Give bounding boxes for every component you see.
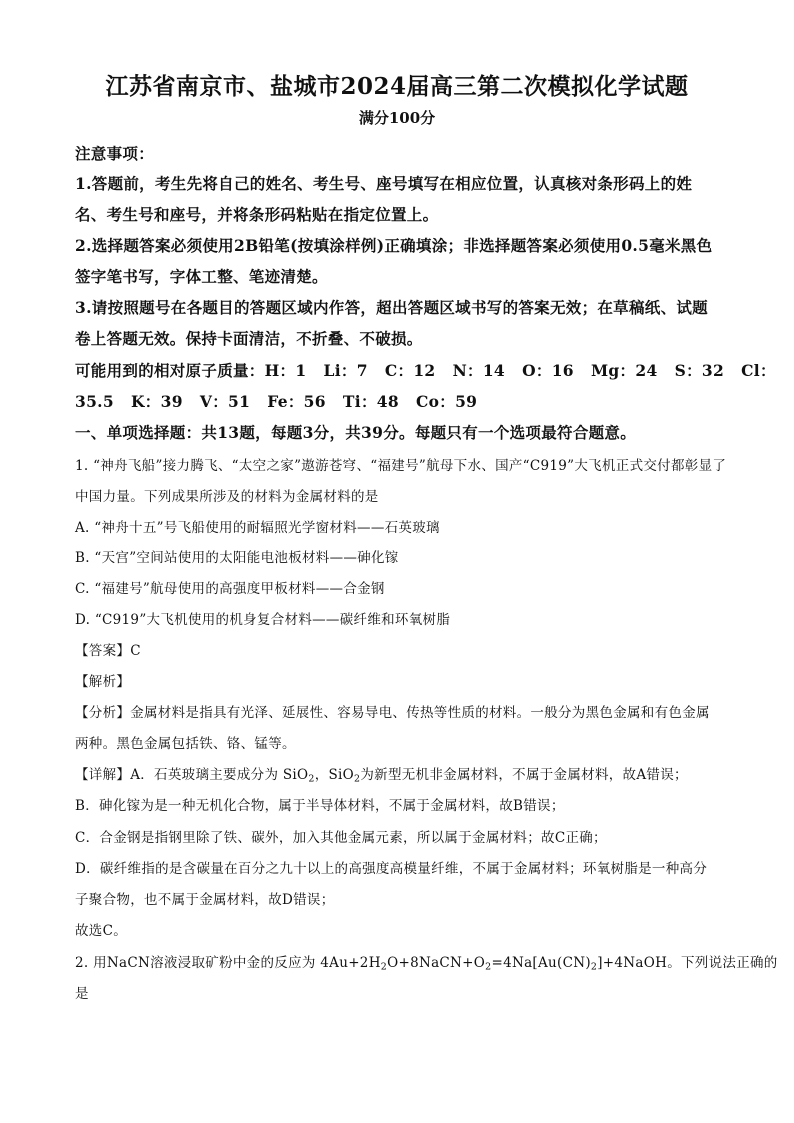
- atomic-mass-line-2: 35.5 K：39 V：51 Fe：56 Ti：48 Co：59: [75, 392, 478, 411]
- q1-option-c: C. “福建号”航母使用的高强度甲板材料——合金钢: [75, 581, 385, 597]
- q2-text: O+8NaCN+O: [387, 955, 486, 971]
- answer-tag: 【答案】: [75, 643, 131, 659]
- fenxi-text-1: 金属材料是指具有光泽、延展性、容易导电、传热等性质的材料。一般分为黑色金属和有色金属: [130, 705, 710, 721]
- q1-stem-line-1: 1. “神舟飞船”接力腾飞、“太空之家”遨游苍穹、“福建号”航母下水、国产“C919”大飞机正式交付都彰显了: [75, 458, 727, 474]
- notice-item-3-line-1: 3.请按照题号在各题目的答题区域内作答，超出答题区域书写的答案无效；在草稿纸、试题: [75, 298, 708, 317]
- analysis-tag: 【解析】: [75, 674, 131, 690]
- q1-option-a: A. “神舟十五”号飞船使用的耐辐照光学窗材料——石英玻璃: [75, 520, 440, 536]
- q1-detail-b: B．砷化镓为是一种无机化合物，属于半导体材料，不属于金属材料，故B错误；: [75, 798, 565, 814]
- section-1-heading: 一、单项选择题：共13题，每题3分，共39分。每题只有一个选项最符合题意。: [75, 423, 637, 442]
- detail-tag: 【详解】: [75, 767, 131, 783]
- q1-detail-d-line-2: 子聚合物，也不属于金属材料，故D错误；: [75, 892, 335, 908]
- q1-option-b: B. “天宫”空间站使用的太阳能电池板材料——砷化镓: [75, 550, 399, 566]
- subscript: 2: [308, 773, 315, 785]
- page-title: 江苏省南京市、盐城市2024届高三第二次模拟化学试题: [105, 73, 689, 100]
- notice-item-2-line-2: 签字笔书写，字体工整、笔迹清楚。: [75, 267, 328, 286]
- notice-item-1-line-1: 1.答题前，考生先将自己的姓名、考生号、座号填写在相应位置，认真核对条形码上的姓: [75, 174, 693, 193]
- q2-text: 2. 用NaCN溶液浸取矿粉中金的反应为 4Au+2H: [75, 955, 381, 971]
- q2-text: ]+4NaOH。下列说法正确的: [597, 955, 778, 971]
- atomic-mass-line-1: 可能用到的相对原子质量：H：1 Li：7 C：12 N：14 O：16 Mg：24 S：32 Cl：: [75, 361, 776, 380]
- full-score: 满分100分: [358, 109, 436, 127]
- q1-answer: [75, 639, 725, 659]
- notice-item-2-line-1: 2.选择题答案必须使用2B铅笔(按填涂样例)正确填涂；非选择题答案必须使用0.5毫米黑色: [75, 236, 713, 255]
- q1-detail-c: C．合金钢是指钢里除了铁、碳外，加入其他金属元素，所以属于金属材料；故C正确；: [75, 830, 607, 846]
- subscript: 2: [354, 773, 361, 785]
- notice-item-1-line-2: 名、考生号和座号，并将条形码粘贴在指定位置上。: [75, 205, 439, 224]
- notice-heading: 注意事项：: [75, 144, 155, 163]
- q2-text: =4Na[Au(CN): [491, 955, 591, 971]
- q1-detail-d-line-1: D．碳纤维指的是含碳量在百分之九十以上的高强度高模量纤维，不属于金属材料；环氧树脂是一种高分: [75, 861, 708, 877]
- answer-value: C: [130, 643, 141, 659]
- q2-stem-line-1: [75, 951, 778, 973]
- detail-a-pre: A．石英玻璃主要成分为 SiO: [130, 767, 309, 783]
- q1-conclusion: 故选C。: [75, 923, 128, 939]
- q1-stem-line-2: 中国力量。下列成果所涉及的材料为金属材料的是: [75, 489, 379, 505]
- q1-fenxi-line-1: [75, 701, 725, 721]
- subscript: 2: [380, 961, 388, 973]
- detail-a-mid: ，SiO: [314, 767, 355, 783]
- fenxi-tag: 【分析】: [75, 705, 131, 721]
- subscript: 2: [590, 961, 598, 973]
- notice-item-3-line-2: 卷上答题无效。保持卡面清洁，不折叠、不破损。: [75, 329, 423, 348]
- q1-fenxi-line-2: 两种。黑色金属包括铁、铬、锰等。: [75, 736, 296, 752]
- subscript: 2: [485, 961, 492, 973]
- q2-stem-line-2: 是: [75, 986, 89, 1002]
- detail-a-post: 为新型无机非金属材料，不属于金属材料，故A错误；: [360, 767, 688, 783]
- q1-detail-a: [75, 763, 725, 783]
- q1-option-d: D. “C919”大飞机使用的机身复合材料——碳纤维和环氧树脂: [75, 612, 451, 628]
